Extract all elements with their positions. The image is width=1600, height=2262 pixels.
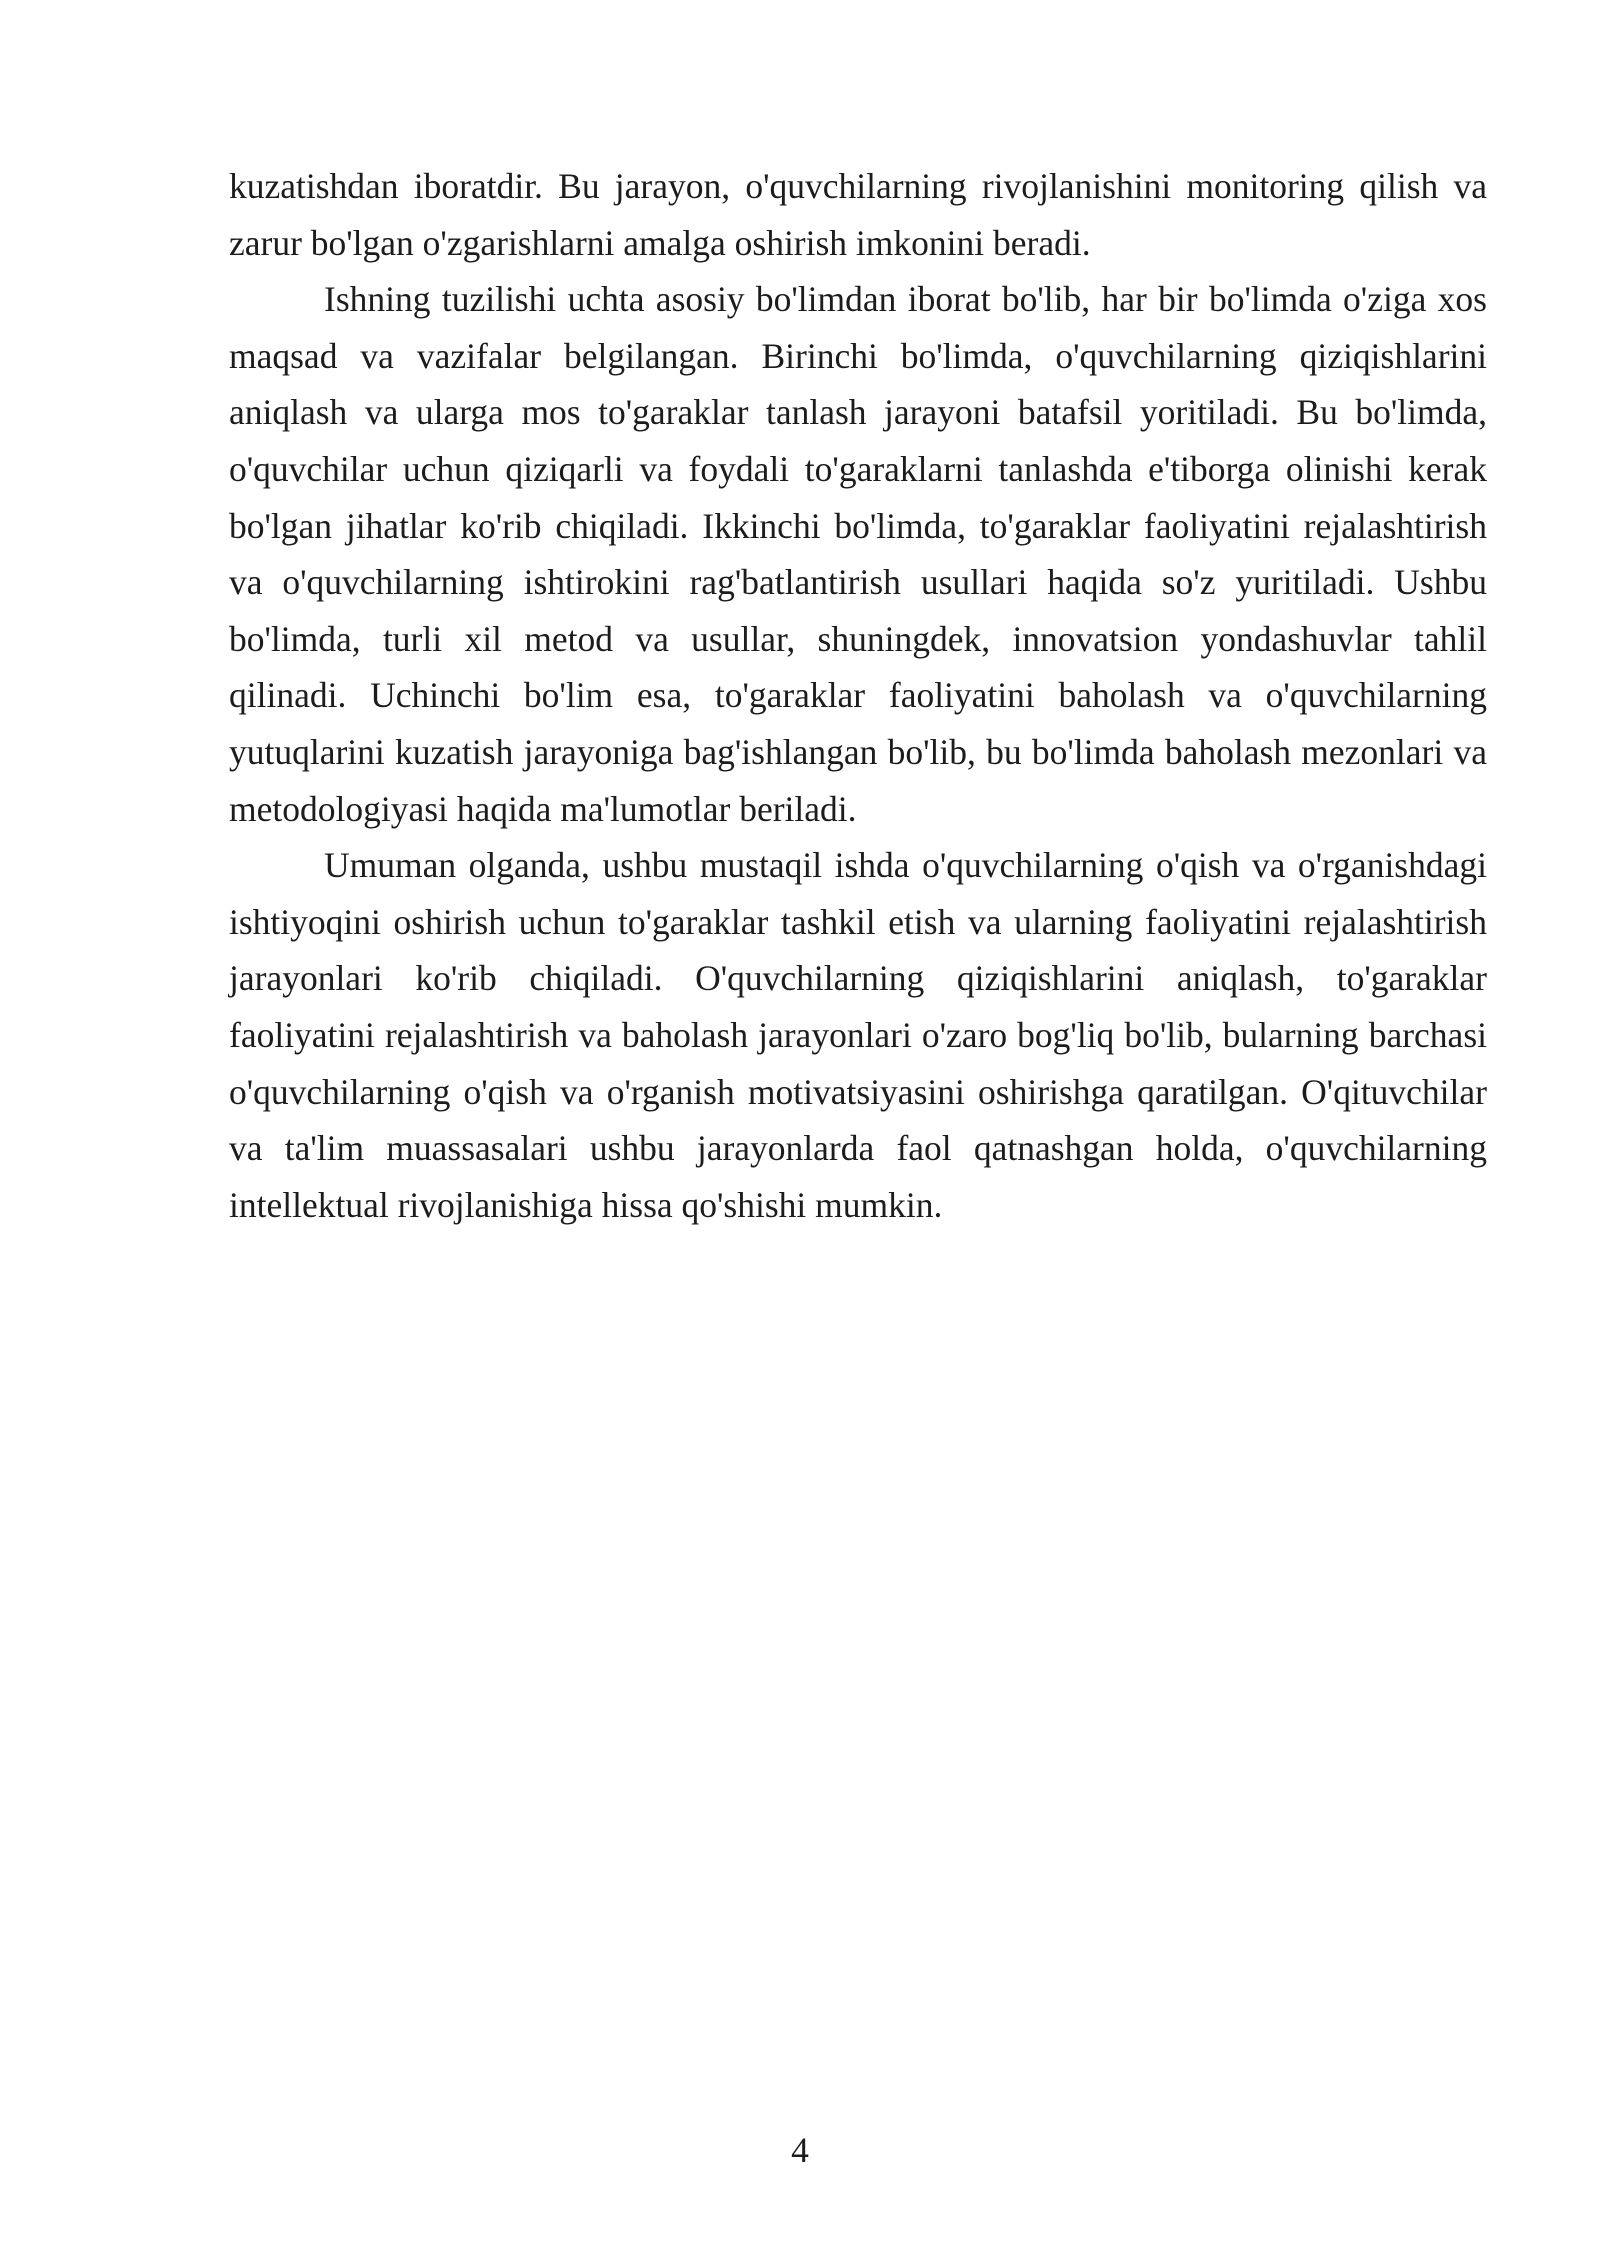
paragraph-structure: Ishning tuzilishi uchta asosiy bo'limdan iborat bo'lib, har bir bo'limda o'ziga xos maqsad va vazifalar belgilangan. Birinchi bo'limda, o'quvchilarning qiziqishlarini aniqlash va ularga mos to'garaklar tanlash jarayoni batafsil yoritiladi. Bu bo'limda, o'quvchilar uchun qiziqarli va foydali to'garaklarni tanlashda e'tiborga olinishi kerak bo'lgan jihatlar ko'rib chiqiladi. Ikkinchi bo'limda, to'garaklar faoliyatini rejalashtirish va o'quvchilarning ishtirokini rag'batlantirish usullari haqida so'z yuritiladi. Ushbu bo'limda, turli xil metod va usullar, shuningdek, innovatsion yondashuvlar tahlil qilinadi. Uchinchi bo'lim esa, to'garaklar faoliyatini baholash va o'quvchilarning yutuqlarini kuzatish jarayoniga bag'ishlangan bo'lib, bu bo'limda baholash mezonlari va metodologiyasi haqida ma'lumotlar beriladi. [229,279,1487,829]
paragraph-conclusion: Umuman olganda, ushbu mustaqil ishda o'quvchilarning o'qish va o'rganishdagi ishtiyoqini oshirish uchun to'garaklar tashkil etish va ularning faoliyatini rejalashtirish jarayonlari ko'rib chiqiladi. O'quvchilarning qiziqishlarini aniqlash, to'garaklar faoliyatini rejalashtirish va baholash jarayonlari o'zaro bog'liq bo'lib, bularning barchasi o'quvchilarning o'qish va o'rganish motivatsiyasini oshirishga qaratilgan. O'qituvchilar va ta'lim muassasalari ushbu jarayonlarda faol qatnashgan holda, o'quvchilarning intellektual rivojlanishiga hissa qo'shishi mumkin. [229,845,1487,1225]
page-number: 4 [791,2130,809,2170]
paragraph-continuation: kuzatishdan iboratdir. Bu jarayon, o'quvchilarning rivojlanishini monitoring qilish va zarur bo'lgan o'zgarishlarni amalga oshirish imkonini beradi. [229,166,1487,263]
document-body [229,158,1487,1233]
